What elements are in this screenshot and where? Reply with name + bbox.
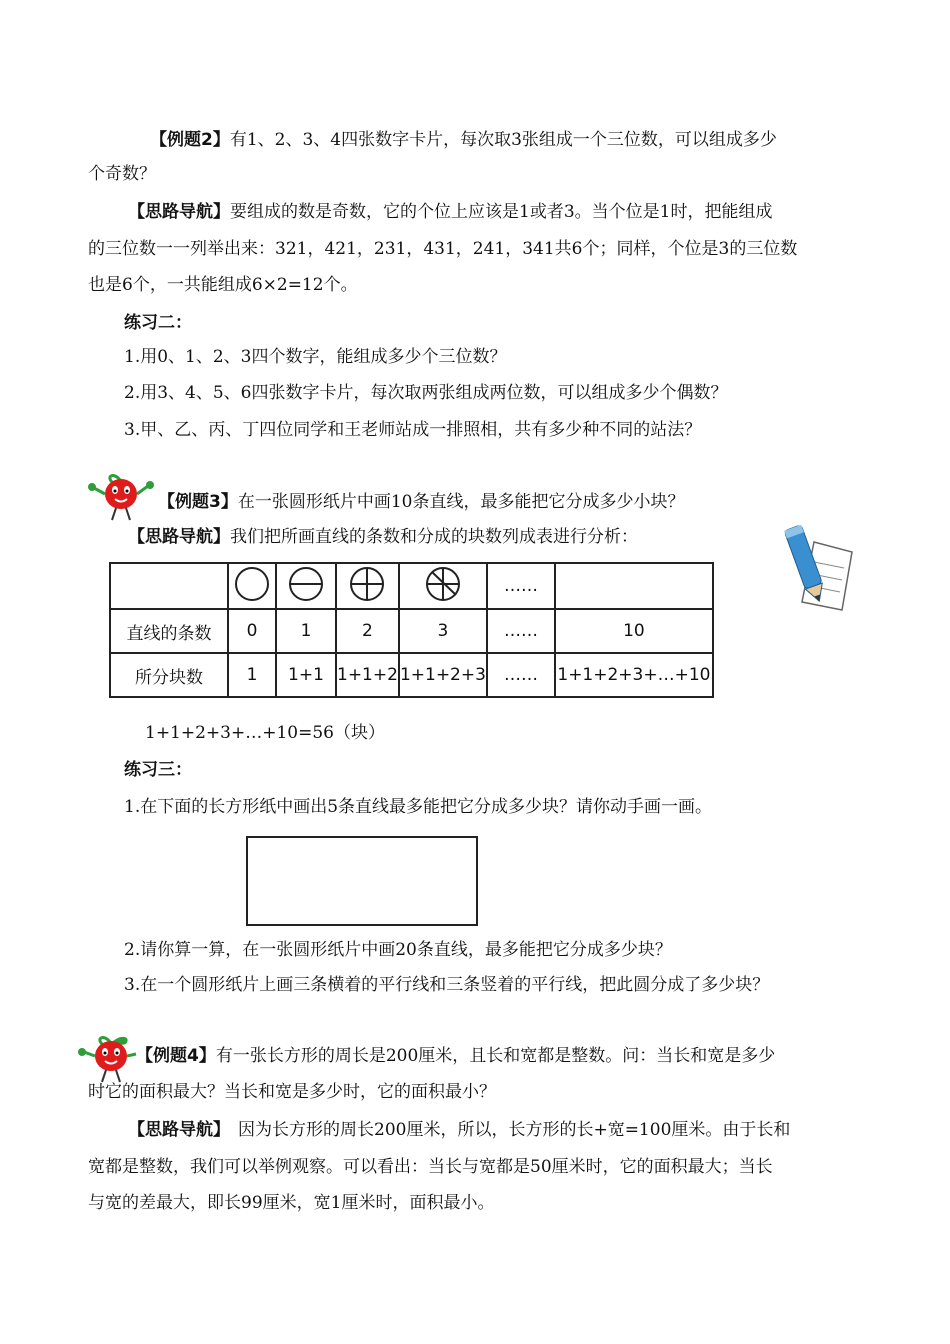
table-cell: 10	[555, 609, 713, 653]
practice2-item-3: 3.甲、乙、丙、丁四位同学和王老师站成一排照相，共有多少种不同的站法？	[124, 420, 702, 440]
guide2-tag: 【思路导航】	[128, 202, 230, 222]
guide4-line1	[128, 1118, 790, 1142]
guide4-line3: 与宽的差最大，即长99厘米，宽1厘米时，面积最小。	[88, 1193, 495, 1213]
circle-2-lines-icon	[348, 565, 386, 603]
table-cell: ……	[487, 653, 555, 697]
example3-tag: 【例题3】	[158, 492, 238, 512]
practice2-item-2: 2.用3、4、5、6四张数字卡片，每次取两张组成两位数，可以组成多少个偶数？	[124, 383, 728, 403]
drawing-rectangle[interactable]	[246, 836, 478, 926]
guide4-text: 因为长方形的周长200厘米，所以，长方形的长+宽=100厘米。由于长和	[238, 1120, 791, 1140]
practice2-item-1: 1.用0、1、2、3四个数字，能组成多少个三位数？	[124, 347, 507, 367]
table-cell-figure-10	[555, 563, 713, 609]
table-cell: 0	[228, 609, 276, 653]
table-cell-figure-1	[276, 563, 336, 609]
table-cell-dots-top: ……	[487, 563, 555, 609]
table-cell-empty	[110, 563, 228, 609]
guide3-tag: 【思路导航】	[128, 527, 230, 547]
example3-text: 在一张圆形纸片中画10条直线，最多能把它分成多少小块？	[237, 492, 685, 512]
guide2-text: 要组成的数是奇数，它的个位上应该是1或者3。当个位是1时，把能组成	[230, 202, 773, 222]
circle-0-lines-icon	[233, 565, 271, 603]
table-cell: ……	[487, 609, 555, 653]
example4-line1	[136, 1044, 775, 1068]
table-cell: 1+1+2+3	[399, 653, 487, 697]
guide3-line	[128, 525, 638, 549]
example2-tag: 【例题2】	[150, 130, 230, 150]
apple-mascot-icon	[84, 470, 158, 522]
example4-tag: 【例题4】	[136, 1046, 216, 1066]
example2-line2: 个奇数？	[88, 164, 156, 184]
practice3-item-2: 2.请你算一算，在一张圆形纸片中画20条直线，最多能把它分成多少块？	[124, 940, 672, 960]
table-row-lines	[110, 609, 713, 653]
guide2-line3: 也是6个，一共能组成6×2=12个。	[88, 275, 358, 295]
table-cell: 1	[276, 609, 336, 653]
table-cell-figure-2	[336, 563, 399, 609]
table-cell: 1	[228, 653, 276, 697]
table-cell: 1+1+2	[336, 653, 399, 697]
table-label-lines: 直线的条数	[110, 609, 228, 653]
table-cell-figure-3	[399, 563, 487, 609]
lines-pieces-table	[109, 562, 714, 698]
guide2-line2: 的三位数一一列举出来：321，421，231，431，241，341共6个；同样，个位是3的三位数	[88, 239, 798, 259]
table-row-figures	[110, 563, 713, 609]
practice3-item-1: 1.在下面的长方形纸中画出5条直线最多能把它分成多少块？请你动手画一画。	[124, 797, 713, 817]
practice3-title: 练习三：	[124, 760, 192, 780]
table-cell: 1+1	[276, 653, 336, 697]
formula-line: 1+1+2+3+…+10=56（块）	[145, 723, 385, 743]
guide4-line2: 宽都是整数，我们可以举例观察。可以看出：当长与宽都是50厘米时，它的面积最大；当长	[88, 1157, 773, 1177]
example2-line1	[150, 128, 777, 152]
table-cell-figure-0	[228, 563, 276, 609]
practice3-item-3: 3.在一个圆形纸片上画三条横着的平行线和三条竖着的平行线，把此圆分成了多少块？	[124, 975, 770, 995]
example4-line2: 时它的面积最大？当长和宽是多少时，它的面积最小？	[88, 1082, 496, 1102]
guide4-tag: 【思路导航】	[128, 1120, 230, 1140]
table-cell: 1+1+2+3+…+10	[555, 653, 713, 697]
table-label-pieces: 所分块数	[110, 653, 228, 697]
practice2-title: 练习二：	[124, 313, 192, 333]
circle-3-lines-icon	[424, 565, 462, 603]
pencil-notepad-icon	[784, 522, 856, 614]
example4-text: 有一张长方形的周长是200厘米，且长和宽都是整数。问：当长和宽是多少	[215, 1046, 776, 1066]
table-row-pieces	[110, 653, 713, 697]
guide2-line1	[128, 200, 772, 224]
example3-line	[158, 490, 684, 514]
table-cell: 3	[399, 609, 487, 653]
guide3-text: 我们把所画直线的条数和分成的块数列成表进行分析：	[230, 527, 638, 547]
example2-text: 有1、2、3、4四张数字卡片，每次取3张组成一个三位数，可以组成多少	[229, 130, 777, 150]
table-cell: 2	[336, 609, 399, 653]
circle-1-line-icon	[287, 565, 325, 603]
